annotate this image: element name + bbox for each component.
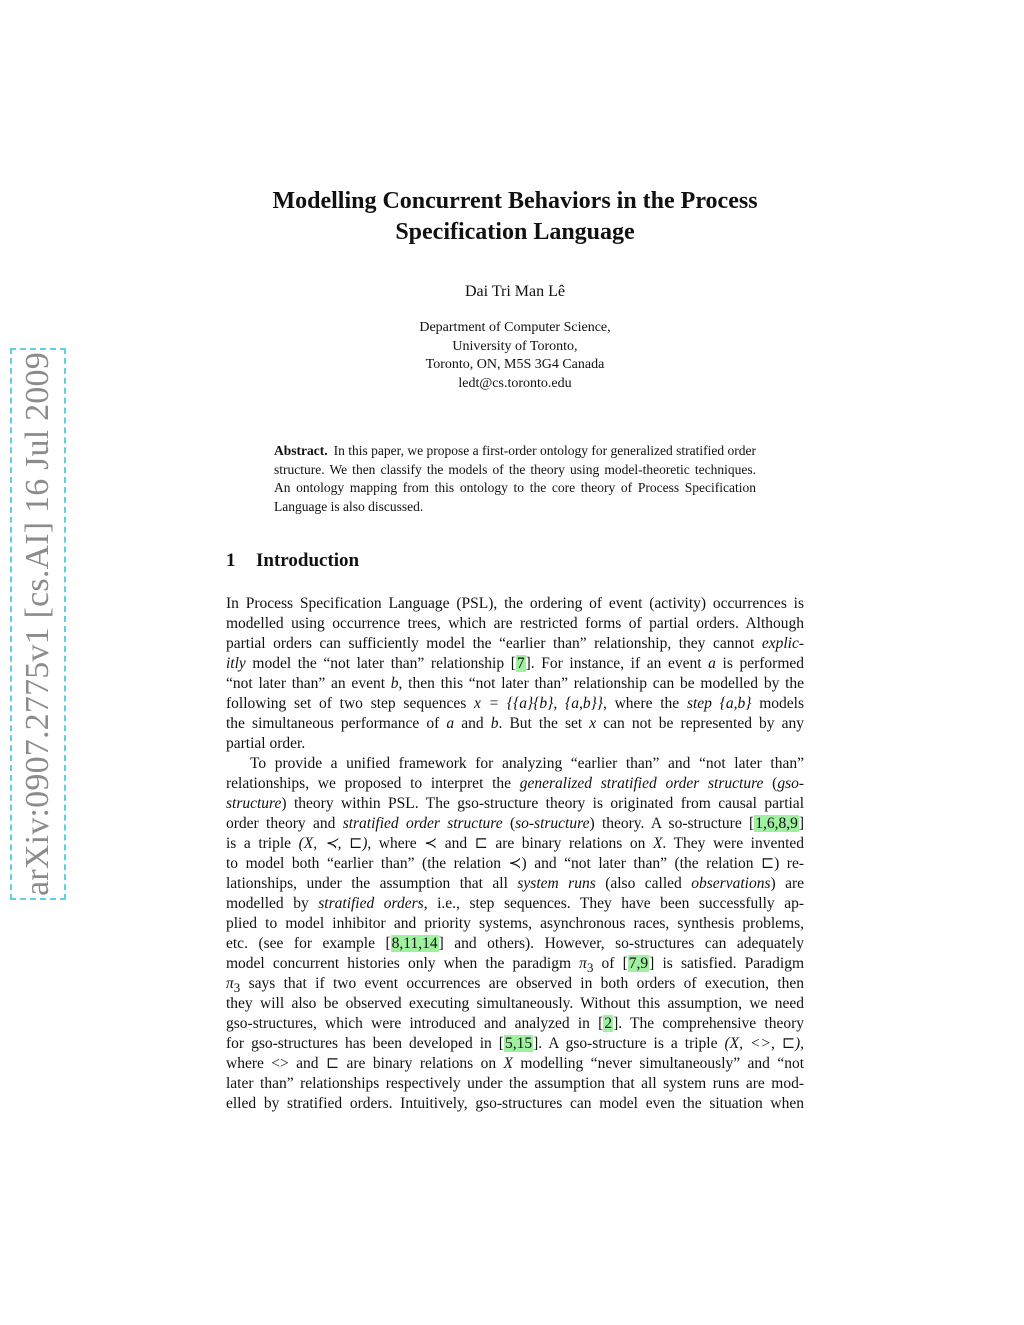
abstract — [274, 442, 756, 516]
text-line: In Process Specification Language (PSL), the ordering of event (activity) occurrences is — [226, 595, 804, 612]
text-line: modelled by stratified orders, i.e., step sequences. They have been successfully ap- — [226, 895, 804, 912]
text-line: itly model the “not later than” relationship [7]. For instance, if an event a is performed — [226, 655, 805, 672]
text-line: plied to model inhibitor and priority systems, asynchronous races, synthesis problems, — [226, 915, 804, 932]
affiliation-line: Toronto, ON, M5S 3G4 Canada — [425, 357, 605, 372]
abstract-text: In this paper, we propose a first-order ontology for generalized stratified order structure. We then classify the models of the theory using model-theoretic techniques. An ontology mapping from this ontology to the core theory of Process Specification Language is also discussed. — [274, 443, 756, 514]
text-line: “not later than” an event b, then this “not later than” relationship can be modelled by the — [226, 675, 805, 692]
abstract-label: Abstract. — [274, 443, 328, 458]
text-line: relationships, we proposed to interpret the generalized stratified order structure (gso- — [226, 775, 805, 792]
citation-link[interactable]: 1,6,8,9 — [755, 815, 798, 832]
author-email: ledt@cs.toronto.edu — [458, 375, 572, 391]
text-line: following set of two step sequences x = {{a}{b}, {a,b}}, where the step {a,b} models — [226, 695, 805, 712]
citation-link[interactable]: 2 — [604, 1015, 613, 1032]
affiliation-line: Department of Computer Science, — [419, 320, 611, 335]
text-line: lationships, under the assumption that all system runs (also called observations) are — [226, 875, 805, 892]
citation-link[interactable]: 7 — [516, 655, 525, 672]
text-line: To provide a unified framework for analyzing “earlier than” and “not later than” — [250, 755, 804, 772]
paper-title — [226, 186, 804, 248]
title-line-1: Modelling Concurrent Behaviors in the Process — [272, 188, 758, 214]
text-line: to model both “earlier than” (the relation ≺) and “not later than” (the relation ⊏) re- — [226, 855, 804, 872]
math-expression: x = {{a}{b}, {a,b}} — [474, 695, 603, 712]
math-expression: (X, ≺, ⊏) — [298, 835, 368, 852]
citation-link[interactable]: 8,11,14 — [391, 935, 438, 952]
author-name: Dai Tri Man Lê — [465, 283, 565, 300]
arxiv-identifier: arXiv:0907.2775v1 [cs.AI] 16 Jul 2009 — [19, 352, 56, 896]
text-line: for gso-structures has been developed in [5,15]. A gso-structure is a triple (X, <>, ⊏), — [226, 1035, 804, 1052]
text-line: modelled using occurrence trees, which are restricted forms of partial orders. Although — [226, 615, 804, 632]
text-line: elled by stratified orders. Intuitively, gso-structures can model even the situation when — [226, 1095, 804, 1112]
citation-link[interactable]: 5,15 — [504, 1035, 533, 1052]
text-line: is a triple (X, ≺, ⊏), where ≺ and ⊏ are binary relations on X. They were invented — [226, 835, 805, 852]
affiliation — [226, 319, 804, 393]
text-line: the simultaneous performance of a and b. But the set x can not be represented by any — [226, 715, 805, 732]
text-line: structure) theory within PSL. The gso-structure theory is originated from causal partial — [226, 795, 804, 812]
section-number: 1 — [226, 550, 236, 571]
citation-link[interactable]: 7,9 — [628, 955, 649, 972]
math-expression: (X, <>, ⊏) — [724, 1035, 801, 1052]
text-line: $\pi_3$ says that if two event occurrences are observed in both orders of execution, then — [226, 975, 805, 996]
text-line: model concurrent histories only when the paradigm $\pi_3$ of [7,9] is satisfied. Paradigm — [226, 955, 805, 976]
text-line: they will also be observed executing simultaneously. Without this assumption, we need — [226, 995, 804, 1012]
section-heading — [226, 550, 359, 572]
math-expression: {a,b} — [719, 695, 752, 712]
text-line: later than” relationships respectively under the assumption that all system runs are mod- — [226, 1075, 804, 1092]
section-title: Introduction — [256, 550, 360, 571]
text-line: gso-structures, which were introduced and analyzed in [2]. The comprehensive theory — [226, 1015, 804, 1032]
affiliation-line: University of Toronto, — [452, 338, 578, 354]
body-text — [226, 594, 804, 1114]
text-line: etc. (see for example [8,11,14] and others). However, so-structures can adequately — [226, 935, 804, 952]
title-line-2: Specification Language — [395, 219, 635, 245]
arxiv-side-stamp — [10, 348, 66, 900]
text-line: where <> and ⊏ are binary relations on X modelling “never simultaneously” and “not — [226, 1055, 805, 1072]
text-line: partial order. — [226, 735, 306, 752]
text-line: partial orders can sufficiently model the “earlier than” relationship, they cannot explic- — [226, 635, 805, 652]
text-line: order theory and stratified order structure (so-structure) theory. A so-structure [1,6,8,9] — [226, 815, 805, 832]
